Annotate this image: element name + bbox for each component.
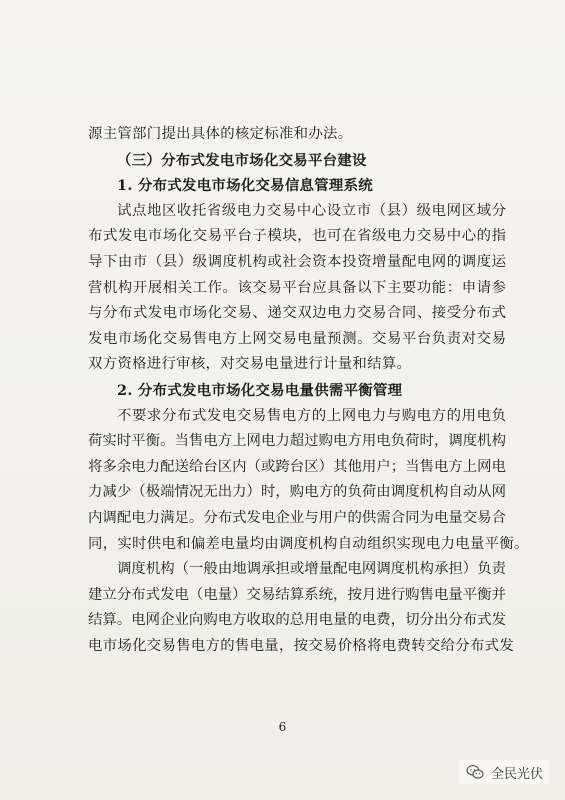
text-line: 调度机构（一般由地调承担或增量配电网调度机构承担）负责 <box>117 561 506 578</box>
text-line: 结算。电网企业向购电方收取的总用电量的电费，切分出分布式发 <box>88 612 506 629</box>
document-body <box>88 122 529 659</box>
page-number: 6 <box>278 720 287 734</box>
text-line: 营机构开展相关工作。该交易平台应具备以下主要功能：申请参 <box>88 279 506 296</box>
watermark <box>459 760 549 784</box>
text-line: 电市场化交易售电方的售电量，按交易价格将电费转交给分布式发 <box>88 637 515 654</box>
section-heading: （三）分布式发电市场化交易平台建设 <box>117 151 367 169</box>
text-line: 布式发电市场化交易平台子模块，也可在省级电力交易中心的指 <box>88 228 506 245</box>
text-line: 同，实时供电和偏差电量均由调度机构自动组织实现电力电量平衡。 <box>88 535 529 552</box>
text-line: 建立分布式发电（电量）交易结算系统，按月进行购售电量平衡并 <box>88 586 506 603</box>
text-line: 导下由市（县）级调度机构或社会资本投资增量配电网的调度运 <box>88 253 506 270</box>
text-line: 内调配电力满足。分布式发电企业与用户的供需合同为电量交易合 <box>88 509 506 526</box>
text-line: 不要求分布式发电交易售电方的上网电力与购电方的用电负 <box>117 407 506 424</box>
text-line: 发电市场化交易售电方上网交易电量预测。交易平台负责对交易 <box>88 330 506 347</box>
section-heading: 1. 分布式发电市场化交易信息管理系统 <box>117 177 373 195</box>
text-line: 与分布式发电市场化交易、递交双边电力交易合同、接受分布式 <box>88 305 506 322</box>
text-line: 双方资格进行审核，对交易电量进行计量和结算。 <box>88 356 412 373</box>
wechat-icon <box>465 762 485 782</box>
text-line: 力减少（极端情况无出力）时，购电方的负荷由调度机构自动从网 <box>88 484 506 501</box>
watermark-label: 全民光伏 <box>490 766 543 782</box>
text-line: 源主管部门提出具体的核定标准和办法。 <box>88 126 353 142</box>
text-line: 试点地区收托省级电力交易中心设立市（县）级电网区域分 <box>117 202 506 219</box>
text-line: 将多余电力配送给台区内（或跨台区）其他用户；当售电方上网电 <box>88 458 506 475</box>
section-heading: 2. 分布式发电市场化交易电量供需平衡管理 <box>117 381 403 399</box>
text-line: 荷实时平衡。当售电方上网电力超过购电方用电负荷时，调度机构 <box>88 433 506 450</box>
